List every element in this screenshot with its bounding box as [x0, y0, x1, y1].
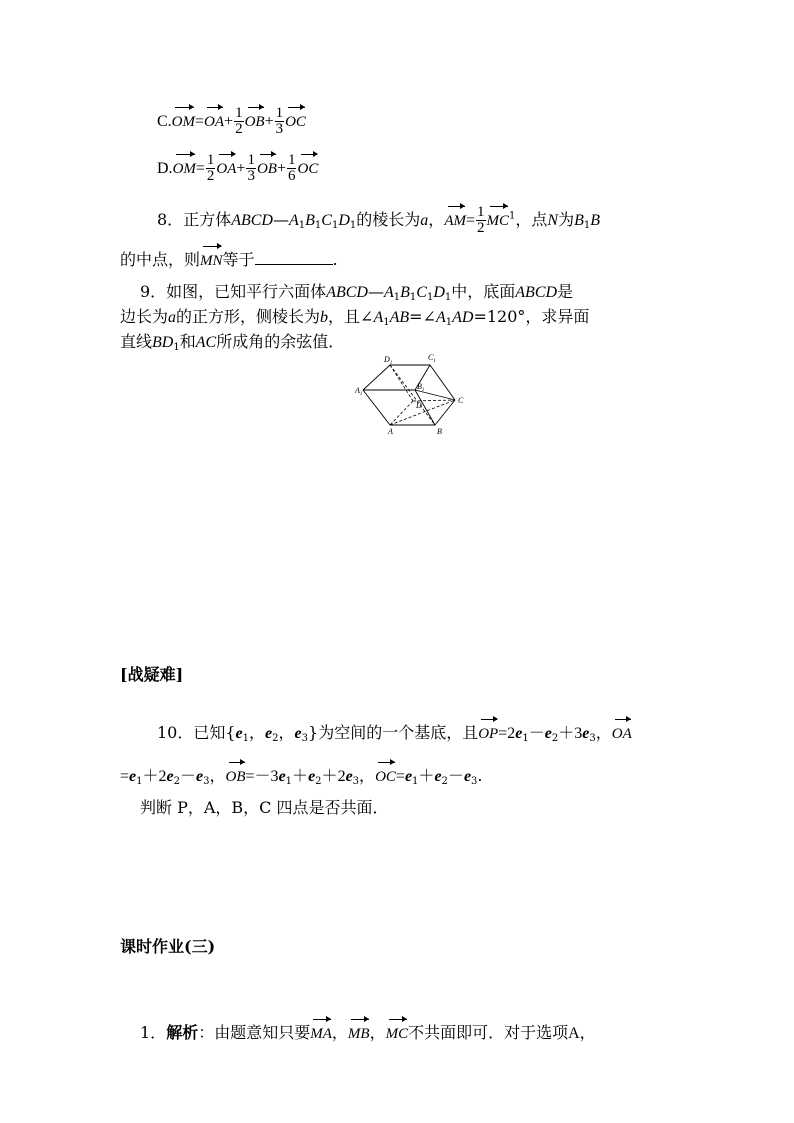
math-var: e [434, 768, 442, 785]
math-var: e [278, 768, 286, 785]
vector-mn: MN [200, 249, 223, 271]
minus-sign: － [528, 723, 545, 742]
option-d [157, 153, 318, 184]
subscript: 1 [331, 220, 339, 231]
answer-blank[interactable] [255, 248, 333, 265]
math-var: a [168, 309, 177, 326]
subscript: 1 [314, 220, 322, 231]
label-a1: $A_1$ [355, 386, 363, 397]
math-var: B [590, 212, 601, 229]
subscript: 1 [583, 220, 591, 231]
subscript: 1 [173, 342, 180, 353]
subscript: 1 [383, 317, 390, 328]
answer-1 [140, 1022, 596, 1044]
subscript: 2 [173, 776, 181, 787]
math-var: B [305, 212, 315, 229]
text: 10．已知{ [157, 723, 236, 742]
subscript: 1 [522, 733, 529, 744]
text: =∠ [409, 307, 436, 326]
math-var: N [547, 212, 559, 229]
punct: ， [209, 766, 226, 785]
subscript: 1 [242, 733, 250, 744]
option-letter: D. [157, 160, 173, 177]
subscript: 2 [315, 776, 322, 787]
vector-ma: MA [310, 1022, 332, 1044]
fraction [246, 153, 256, 184]
denominator: 2 [235, 121, 243, 137]
vector-oc: OC [375, 765, 396, 787]
question-9-line-2 [120, 307, 589, 328]
math-var: ABCD [231, 212, 273, 229]
label-b1: $B_1$ [417, 382, 425, 393]
vector-oc: OC [297, 157, 318, 179]
text: = [395, 768, 405, 785]
vector-oa: OA [612, 722, 632, 744]
math-var: e [308, 768, 316, 785]
denominator: 2 [477, 220, 485, 236]
vector-ob: OB [226, 765, 246, 787]
text: ，且∠ [328, 307, 374, 326]
label-b: B [437, 427, 442, 436]
punct: ， [428, 210, 445, 229]
subscript: 3 [589, 733, 596, 744]
denominator: 3 [247, 168, 255, 184]
text: 是 [557, 282, 574, 301]
text: 为 [558, 210, 575, 229]
question-10-line-3 [140, 798, 389, 818]
vector-om: OM [173, 157, 196, 179]
numerator: 1 [247, 152, 255, 168]
punct: ， [278, 723, 295, 742]
vector-am: AM [444, 209, 466, 231]
text: = [120, 768, 130, 785]
subscript: 1 [412, 776, 419, 787]
equals-sign: = [195, 113, 205, 130]
numerator: 1 [206, 152, 215, 168]
subscript: 1 [444, 292, 452, 303]
subscript: 1 [393, 292, 401, 303]
math-var: ABCD [515, 284, 558, 301]
vector-om: OM [172, 110, 195, 132]
math-var: a [420, 212, 429, 229]
text: 等于 [222, 250, 255, 269]
math-var: C [416, 284, 427, 301]
plus-sign: + [264, 113, 274, 130]
punct: ， [369, 1023, 386, 1042]
subscript: 1 [298, 220, 306, 231]
answer-number: 1． [140, 1023, 167, 1042]
question-10-line-2 [120, 765, 483, 787]
parallelepiped-figure [355, 345, 475, 445]
math-var: e [196, 768, 204, 785]
subscript: 2 [551, 733, 559, 744]
math-var: e [404, 768, 413, 785]
vector-ob: OB [245, 110, 265, 132]
math-var: e [166, 768, 174, 785]
punct: ， [595, 723, 612, 742]
punct: ， [331, 1023, 348, 1042]
minus-sign: － [180, 766, 197, 785]
denominator: 2 [206, 168, 215, 184]
math-var: B [574, 212, 584, 229]
math-var: AC [195, 334, 217, 351]
option-letter: C. [157, 113, 172, 130]
math-var: b [320, 309, 329, 326]
plus-sign: ＋ [142, 766, 159, 785]
plus-sign: ＋ [321, 766, 338, 785]
numerator: 1 [477, 204, 485, 220]
text: 的棱长为 [356, 210, 421, 229]
answer-label: 解析 [166, 1023, 199, 1042]
question-10-line-1 [157, 722, 632, 744]
subscript: 1 [136, 776, 143, 787]
math-var: e [582, 725, 590, 742]
denominator: 3 [275, 121, 284, 137]
subscript: 3 [203, 776, 210, 787]
punct: . [332, 250, 338, 269]
text: 2 [158, 768, 167, 785]
question-8-line-2 [120, 248, 338, 271]
text: 3 [574, 725, 583, 742]
text: 正方体 [183, 210, 232, 229]
option-c [157, 106, 306, 137]
subscript: 1 [409, 292, 417, 303]
math-var: D [433, 284, 445, 301]
text: }为空间的一个基底，且 [308, 723, 479, 742]
subscript: 2 [272, 733, 279, 744]
plus-sign: + [224, 113, 234, 130]
subscript: 2 [441, 776, 448, 787]
vector-mc: MC [386, 1022, 409, 1044]
dash: — [272, 210, 289, 229]
math-var: e [544, 725, 552, 742]
math-var: A [373, 309, 384, 326]
question-9-line-3 [120, 332, 344, 353]
subscript: 3 [352, 776, 360, 787]
fraction [476, 205, 486, 236]
vector-oa: OA [204, 110, 224, 132]
math-var: AD [452, 309, 474, 326]
fraction [206, 153, 216, 184]
question-number: 8． [157, 210, 184, 229]
text: =120°，求异面 [473, 307, 590, 326]
math-var: e [515, 725, 523, 742]
numerator: 1 [275, 105, 284, 121]
text: 中，底面 [451, 282, 516, 301]
text: 和 [179, 332, 196, 351]
subscript: 3 [301, 733, 309, 744]
subscript: 1 [426, 292, 434, 303]
math-var: e [463, 768, 472, 785]
vector-mb: MB [348, 1022, 370, 1044]
punct: ， [579, 1023, 596, 1042]
subscript: 1 [349, 220, 357, 231]
option-letter: A [568, 1025, 580, 1042]
text: 9．如图，已知平行六面体 [140, 282, 327, 301]
math-var: AB [389, 309, 410, 326]
math-var: e [294, 725, 302, 742]
text: 的中点，则 [120, 250, 201, 269]
math-var: B [400, 284, 410, 301]
subscript: 1 [445, 317, 453, 328]
question-8-line-1 [157, 205, 600, 236]
math-var: e [265, 725, 273, 742]
fraction [287, 153, 297, 184]
label-d1: $D_1$ [384, 355, 393, 366]
punct: ， [249, 723, 266, 742]
plus-sign: + [236, 160, 246, 177]
numerator: 1 [287, 152, 296, 168]
denominator: 6 [287, 168, 296, 184]
section-heading-hard: [战疑难] [120, 665, 184, 684]
superscript: 1 [509, 210, 516, 222]
math-var: A [435, 309, 446, 326]
text: 直线 [120, 332, 153, 351]
math-var: A [288, 212, 299, 229]
fraction [234, 106, 244, 137]
section-heading-homework: 课时作业(三) [120, 937, 216, 956]
minus-sign: － [447, 766, 464, 785]
equals-sign: = [195, 160, 205, 177]
text: 2 [337, 768, 346, 785]
plus-sign: ＋ [292, 766, 309, 785]
question-9-line-1 [140, 282, 573, 303]
subscript: 3 [471, 776, 478, 787]
math-var: A [383, 284, 394, 301]
vector-oc: OC [285, 110, 306, 132]
label-d: D [416, 401, 422, 410]
plus-sign: ＋ [558, 723, 575, 742]
plus-sign: ＋ [418, 766, 435, 785]
text: ，点 [515, 210, 548, 229]
text: 判断 P，A，B，C 四点是否共面． [140, 798, 389, 817]
fraction [275, 106, 285, 137]
punct: ， [359, 766, 376, 785]
vector-oa: OA [216, 157, 236, 179]
label-c1: $C_1$ [428, 353, 436, 364]
punct: . [477, 766, 483, 785]
equals-sign: = [465, 212, 476, 229]
text: =2 [498, 725, 516, 742]
math-var: e [129, 768, 137, 785]
math-var: e [345, 768, 353, 785]
vector-op: OP [478, 722, 498, 744]
math-var: D [338, 212, 350, 229]
vector-mc: MC [487, 209, 510, 231]
text: 的正方形，侧棱长为 [176, 307, 321, 326]
numerator: 1 [235, 105, 243, 121]
label-a: A [388, 427, 393, 436]
math-var: ABCD [326, 284, 368, 301]
vector-ob: OB [257, 157, 277, 179]
math-var: BD [152, 334, 174, 351]
text: 边长为 [120, 307, 169, 326]
dash: — [367, 282, 384, 301]
math-var: C [321, 212, 332, 229]
text: 不共面即可．对于选项 [408, 1023, 569, 1042]
text: 所成角的余弦值． [216, 332, 345, 351]
text: ：由题意知只要 [198, 1023, 311, 1042]
math-var: e [235, 725, 243, 742]
subscript: 1 [285, 776, 293, 787]
text: =－3 [245, 768, 279, 785]
label-c: C [458, 396, 464, 405]
plus-sign: + [276, 160, 286, 177]
